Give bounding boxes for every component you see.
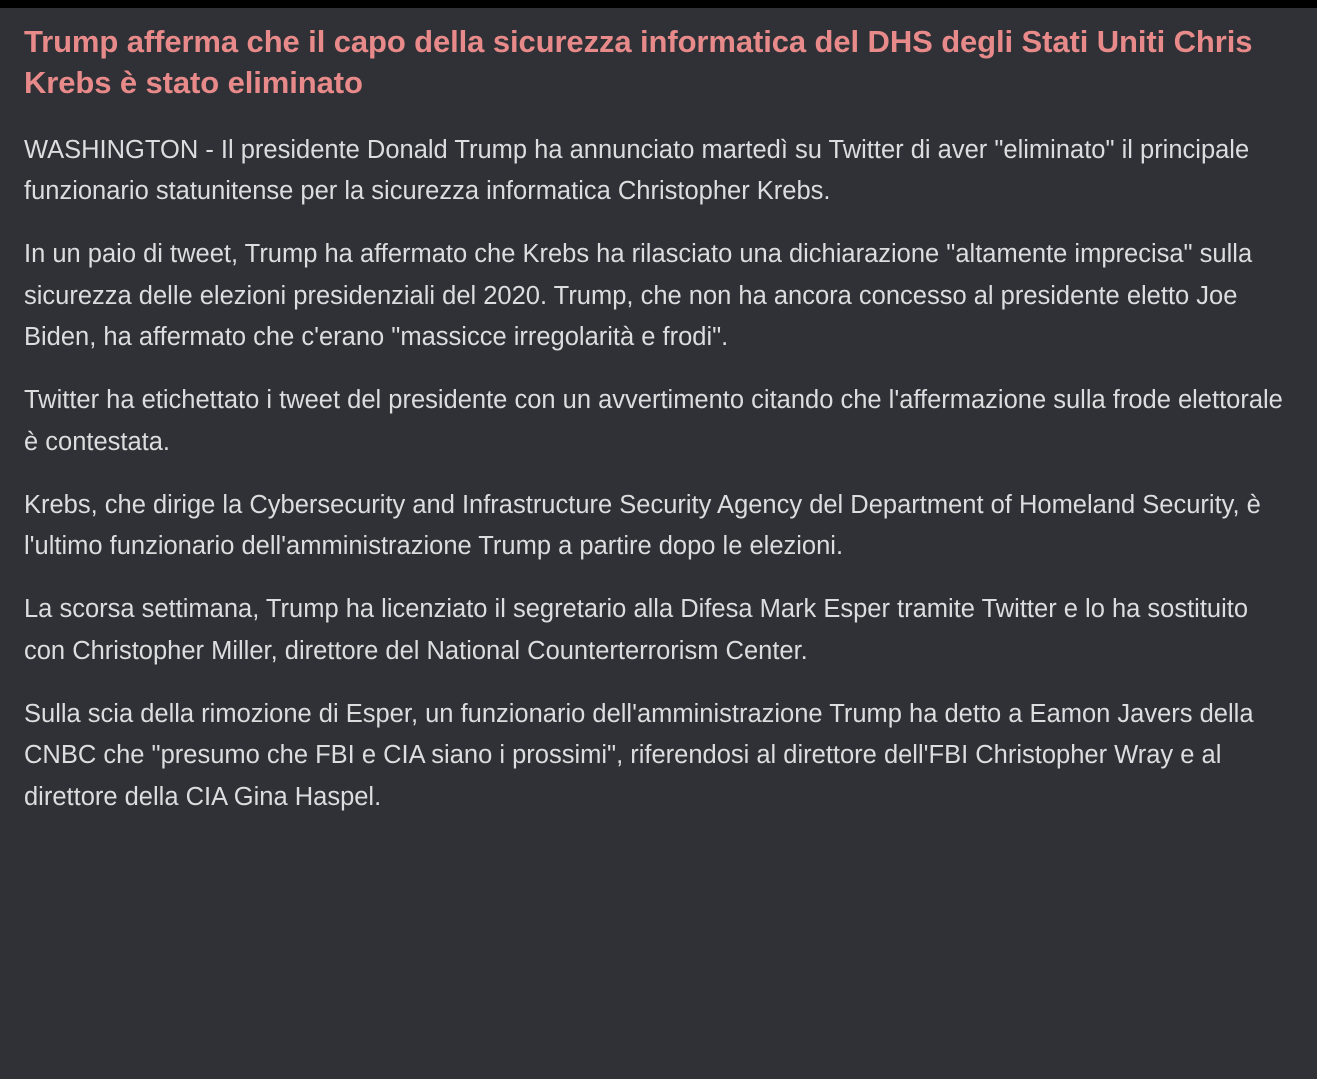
article-body: [24, 130, 1293, 818]
top-bar: [0, 0, 1317, 8]
article-paragraph: Twitter ha etichettato i tweet del presidente con un avvertimento citando che l'affermazione sulla frode elettorale è contestata.: [24, 386, 1283, 456]
article-paragraph: La scorsa settimana, Trump ha licenziato il segretario alla Difesa Mark Esper tramite Twitter e lo ha sostituito con Christopher Miller, direttore del National Counterterrorism Center.: [24, 595, 1249, 665]
article-paragraph: Krebs, che dirige la Cybersecurity and Infrastructure Security Agency del Department of Homeland Security, è l'ultimo funzionario dell'amministrazione Trump a partire dopo le elezioni.: [24, 490, 1261, 561]
article-paragraph: In un paio di tweet, Trump ha affermato che Krebs ha rilasciato una dichiarazione "altamente imprecisa" sulla sicurezza delle elezioni presidenziali del 2020. Trump, che non ha ancora concesso al presidente eletto Joe Biden, ha affermato che c'erano "massicce irregolarità e frodi".: [24, 240, 1253, 351]
article-paragraph: Sulla scia della rimozione di Esper, un funzionario dell'amministrazione Trump ha detto a Eamon Javers della CNBC che "presumo che FBI e CIA siano i prossimi", riferendosi al direttore dell'FBI Christopher Wray e al direttore della CIA Gina Haspel.: [24, 700, 1254, 811]
article-paragraph: WASHINGTON - Il presidente Donald Trump ha annunciato martedì su Twitter di aver "eliminato" il principale funzionario statunitense per la sicurezza informatica Christopher Krebs.: [24, 135, 1250, 206]
page-title: Trump afferma che il capo della sicurezza informatica del DHS degli Stati Uniti Chris Krebs è stato eliminato: [24, 24, 1253, 100]
